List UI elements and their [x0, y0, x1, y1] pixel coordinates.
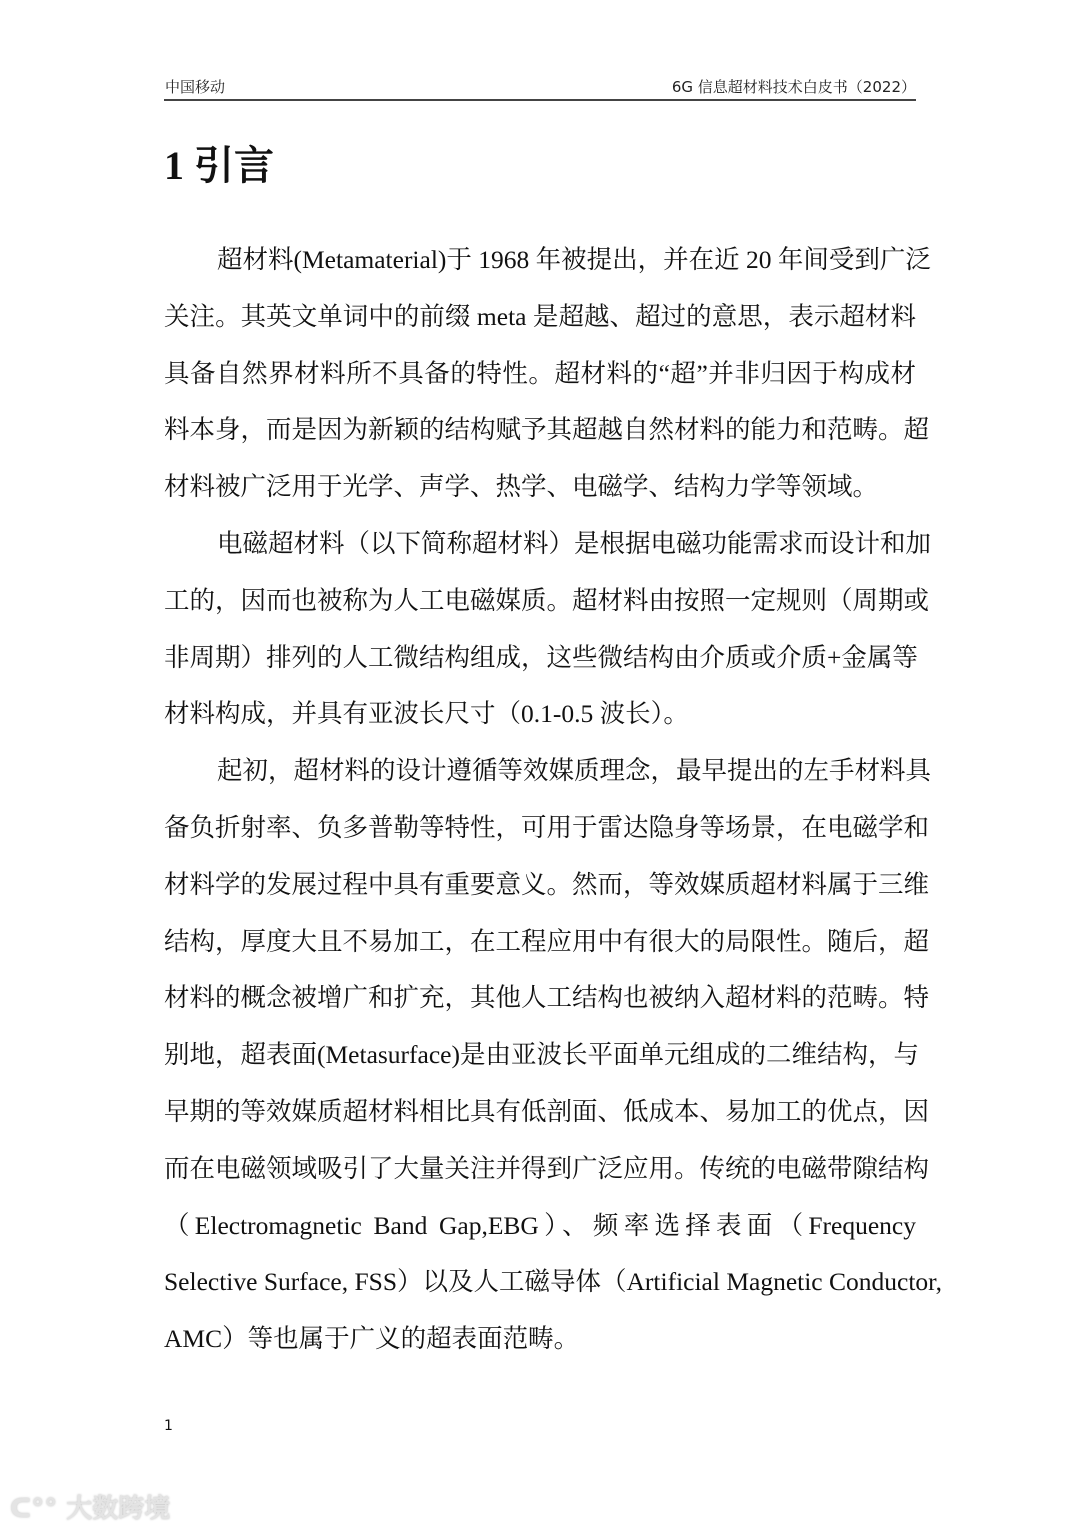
paragraph-line: 材料构成，并具有亚波长尺寸（0.1-0.5 波长）。 [164, 699, 689, 729]
body-text [164, 232, 943, 1368]
paragraph-line: 关注。其英文单词中的前缀 meta 是超越、超过的意思，表示超材料 [164, 301, 916, 331]
paragraph-line: 电磁超材料（以下简称超材料）是根据电磁功能需求而设计和加 [217, 528, 932, 558]
header-left: 中国移动 [165, 78, 226, 96]
watermark-logo [10, 1488, 170, 1525]
header-rule [164, 99, 916, 101]
paragraph-line: 料本身，而是因为新颖的结构赋予其超越自然材料的能力和范畴。超 [164, 415, 930, 445]
paragraph-line: 起初，超材料的设计遵循等效媒质理念，最早提出的左手材料具 [217, 756, 932, 786]
paragraph-line: 结构，厚度大且不易加工，在工程应用中有很大的局限性。随后，超 [164, 926, 930, 956]
paragraph-line: 材料的概念被增广和扩充，其他人工结构也被纳入超材料的范畴。特 [164, 983, 930, 1013]
paragraph-line: （Electromagnetic Band Gap,EBG）、频率选择表面（Frequency [164, 1210, 916, 1240]
header-right: 6G 信息超材料技术白皮书（2022） [671, 78, 916, 96]
paragraph-line: 具备自然界材料所不具备的特性。超材料的“超”并非归因于构成材 [164, 358, 916, 388]
paragraph-line: 而在电磁领域吸引了大量关注并得到广泛应用。传统的电磁带隙结构 [164, 1153, 930, 1183]
paragraph-line: 早期的等效媒质超材料相比具有低剖面、低成本、易加工的优点，因 [164, 1096, 930, 1126]
paragraph-line: AMC）等也属于广义的超表面范畴。 [164, 1324, 580, 1354]
watermark-icon: ᑕ°° [10, 1494, 67, 1524]
page-number: 1 [164, 1418, 173, 1434]
paragraph-line: 备负折射率、负多普勒等特性，可用于雷达隐身等场景，在电磁学和 [164, 812, 930, 842]
paragraph-line: Selective Surface, FSS）以及人工磁导体（Artificial Magnetic Conductor, [164, 1267, 943, 1297]
watermark-text: 大数跨境 [66, 1494, 171, 1524]
paragraph-line: 超材料(Metamaterial)于 1968 年被提出，并在近 20 年间受到广泛 [217, 245, 931, 274]
section-heading: 1 引言 [164, 143, 274, 188]
paragraph-line: 工的，因而也被称为人工电磁媒质。超材料由按照一定规则（周期或 [164, 585, 930, 615]
paragraph-line: 别地，超表面(Metasurface)是由亚波长平面单元组成的二维结构，与 [164, 1040, 919, 1070]
paragraph-line: 非周期）排列的人工微结构组成，这些微结构由介质或介质+金属等 [164, 642, 918, 672]
paragraph-line: 材料学的发展过程中具有重要意义。然而，等效媒质超材料属于三维 [164, 869, 930, 899]
paragraph-line: 材料被广泛用于光学、声学、热学、电磁学、结构力学等领域。 [164, 472, 879, 502]
